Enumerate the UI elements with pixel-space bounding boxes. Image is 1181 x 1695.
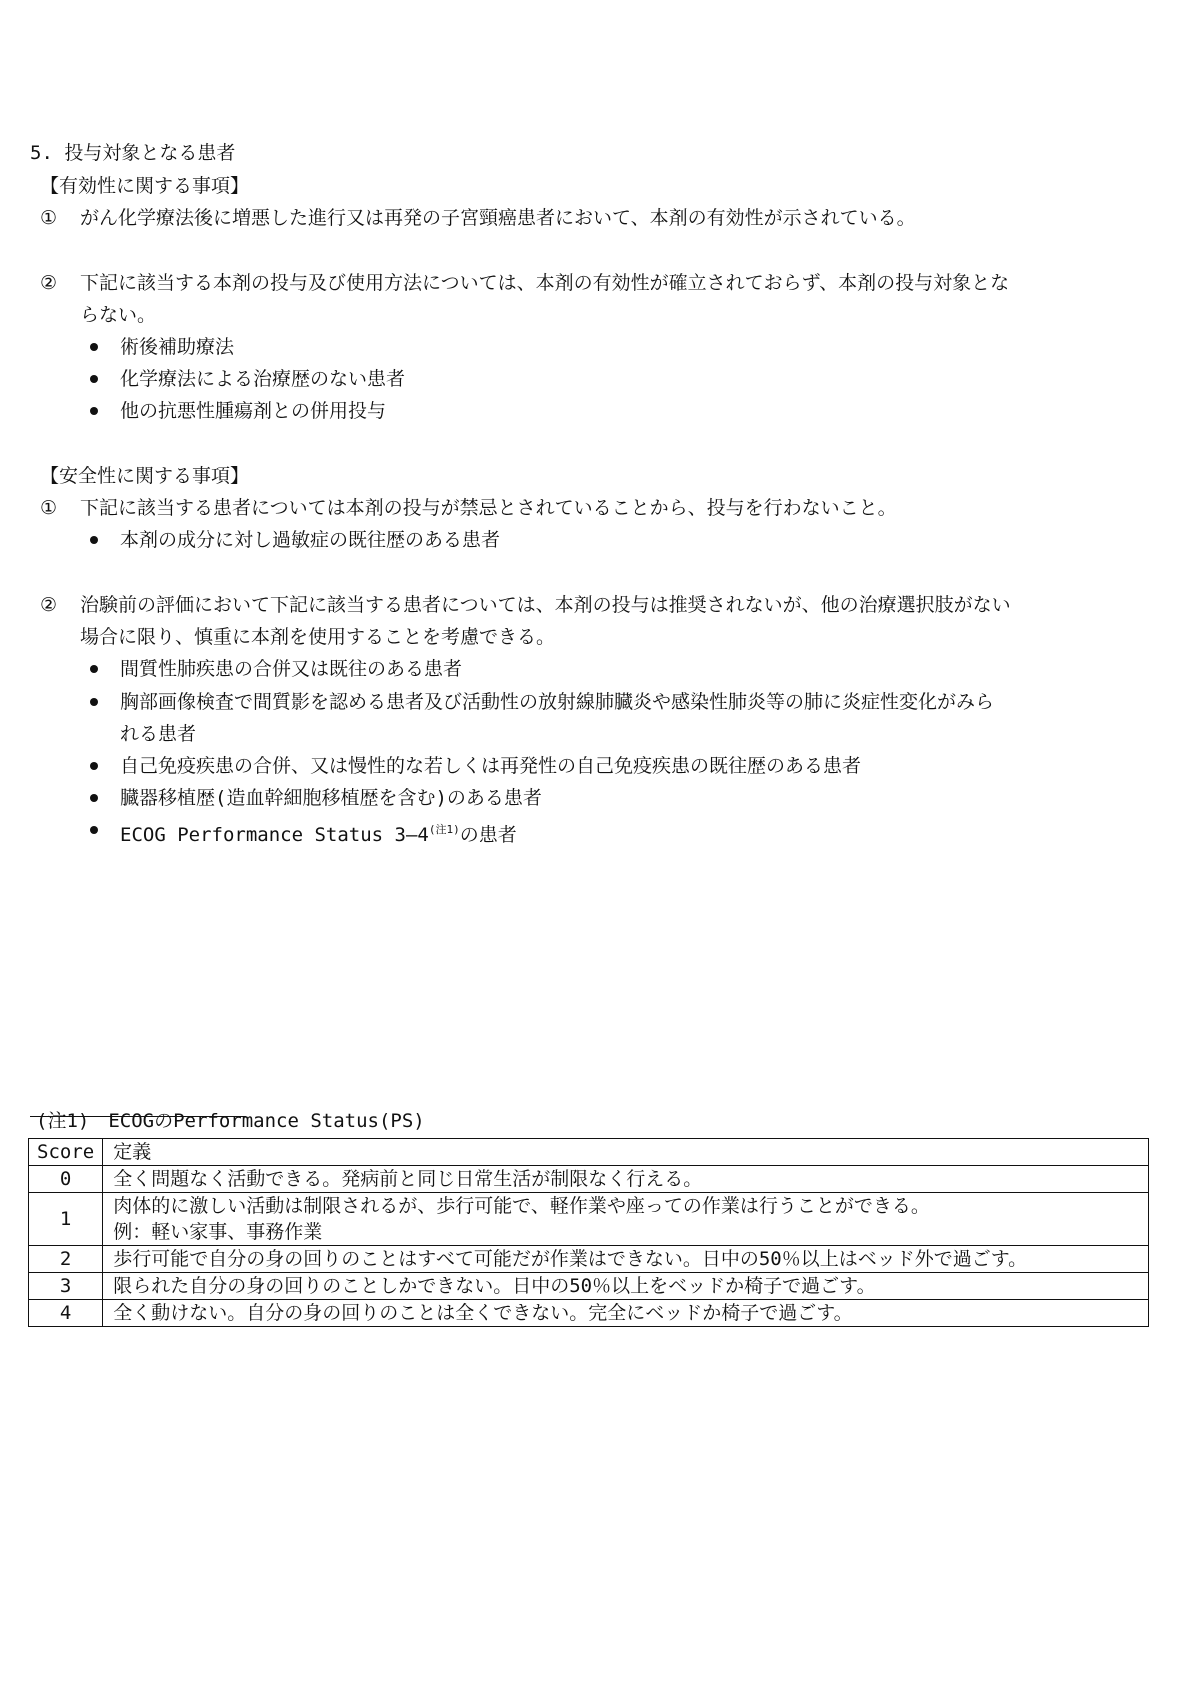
definition-cell bbox=[103, 1193, 1149, 1246]
bullet-icon bbox=[90, 375, 98, 383]
definition-line: 肉体的に激しい活動は制限されるが、歩行可能で、軽作業や座っての作業は行うことができる。 bbox=[113, 1195, 930, 1217]
bullet-text: れる患者 bbox=[120, 723, 197, 745]
bullet-text: 間質性肺疾患の合併又は既往のある患者 bbox=[120, 658, 463, 680]
table-row bbox=[29, 1273, 1149, 1300]
ecog-tail: の患者 bbox=[459, 824, 517, 846]
header-score: Score bbox=[29, 1139, 103, 1166]
item-text: 治験前の評価において下記に該当する患者については、本剤の投与は推奨されないが、他の治療選択肢がない bbox=[80, 594, 1011, 616]
bullet-text: 化学療法による治療歴のない患者 bbox=[120, 368, 406, 390]
bullet-text: 自己免疫疾患の合併、又は慢性的な若しくは再発性の自己免疫疾患の既往歴のある患者 bbox=[120, 755, 862, 777]
bullet-text: 術後補助療法 bbox=[120, 336, 235, 358]
item-text: がん化学療法後に増悪した進行又は再発の子宮頸癌患者において、本剤の有効性が示されている。 bbox=[80, 207, 916, 229]
item-text: 下記に該当する本剤の投与及び使用方法については、本剤の有効性が確立されておらず、本剤の投与対象とな bbox=[80, 272, 1010, 294]
bullet-text-ecog bbox=[120, 814, 517, 846]
score-cell: 4 bbox=[29, 1300, 103, 1327]
footnote-ref: (注1) bbox=[428, 823, 460, 836]
table-row bbox=[29, 1193, 1149, 1246]
ecog-text: ECOG Performance Status 3—4 bbox=[120, 824, 429, 846]
bullet-icon bbox=[90, 407, 98, 415]
bullet-icon bbox=[90, 826, 98, 834]
bullet-icon bbox=[90, 698, 98, 706]
table-row bbox=[29, 1166, 1149, 1193]
definition-line: 例：軽い家事、事務作業 bbox=[113, 1221, 323, 1243]
table-row bbox=[29, 1246, 1149, 1273]
efficacy-title: 【有効性に関する事項】 bbox=[40, 175, 250, 197]
score-cell: 3 bbox=[29, 1273, 103, 1300]
bullet-icon bbox=[90, 665, 98, 673]
bullet-icon bbox=[90, 794, 98, 802]
bullet-icon bbox=[90, 536, 98, 544]
bullet-text: 臓器移植歴(造血幹細胞移植歴を含む)のある患者 bbox=[120, 787, 542, 809]
section-heading: 5. 投与対象となる患者 bbox=[30, 142, 236, 164]
definition-cell: 歩行可能で自分の身の回りのことはすべて可能だが作業はできない。日中の50％以上はベッド外で過ごす。 bbox=[103, 1246, 1149, 1273]
item-marker: ① bbox=[40, 207, 58, 229]
table-row bbox=[29, 1300, 1149, 1327]
item-marker: ① bbox=[40, 497, 58, 519]
score-cell: 0 bbox=[29, 1166, 103, 1193]
item-marker: ② bbox=[40, 272, 58, 294]
item-text: 下記に該当する患者については本剤の投与が禁忌とされていることから、投与を行わないこと。 bbox=[80, 497, 897, 519]
bullet-icon bbox=[90, 762, 98, 770]
bullet-icon bbox=[90, 343, 98, 351]
table-header-row bbox=[29, 1139, 1149, 1166]
definition-cell: 全く問題なく活動できる。発病前と同じ日常生活が制限なく行える。 bbox=[103, 1166, 1149, 1193]
bullet-text: 本剤の成分に対し過敏症の既往歴のある患者 bbox=[120, 529, 501, 551]
definition-cell: 全く動けない。自分の身の回りのことは全くできない。完全にベッドか椅子で過ごす。 bbox=[103, 1300, 1149, 1327]
score-cell: 2 bbox=[29, 1246, 103, 1273]
definition-cell: 限られた自分の身の回りのことしかできない。日中の50％以上をベッドか椅子で過ごす。 bbox=[103, 1273, 1149, 1300]
item-text: 場合に限り、慎重に本剤を使用することを考慮できる。 bbox=[80, 626, 556, 648]
item-text: らない。 bbox=[80, 304, 157, 326]
safety-title: 【安全性に関する事項】 bbox=[40, 465, 250, 487]
footnote-title: (注1) ECOGのPerformance Status(PS) bbox=[36, 1110, 425, 1132]
header-definition: 定義 bbox=[103, 1139, 1149, 1166]
ecog-table bbox=[28, 1138, 1149, 1327]
item-marker: ② bbox=[40, 594, 58, 616]
bullet-text: 他の抗悪性腫瘍剤との併用投与 bbox=[120, 400, 387, 422]
bullet-text: 胸部画像検査で間質影を認める患者及び活動性の放射線肺臓炎や感染性肺炎等の肺に炎症性変化がみら bbox=[120, 691, 995, 713]
score-cell: 1 bbox=[29, 1193, 103, 1246]
